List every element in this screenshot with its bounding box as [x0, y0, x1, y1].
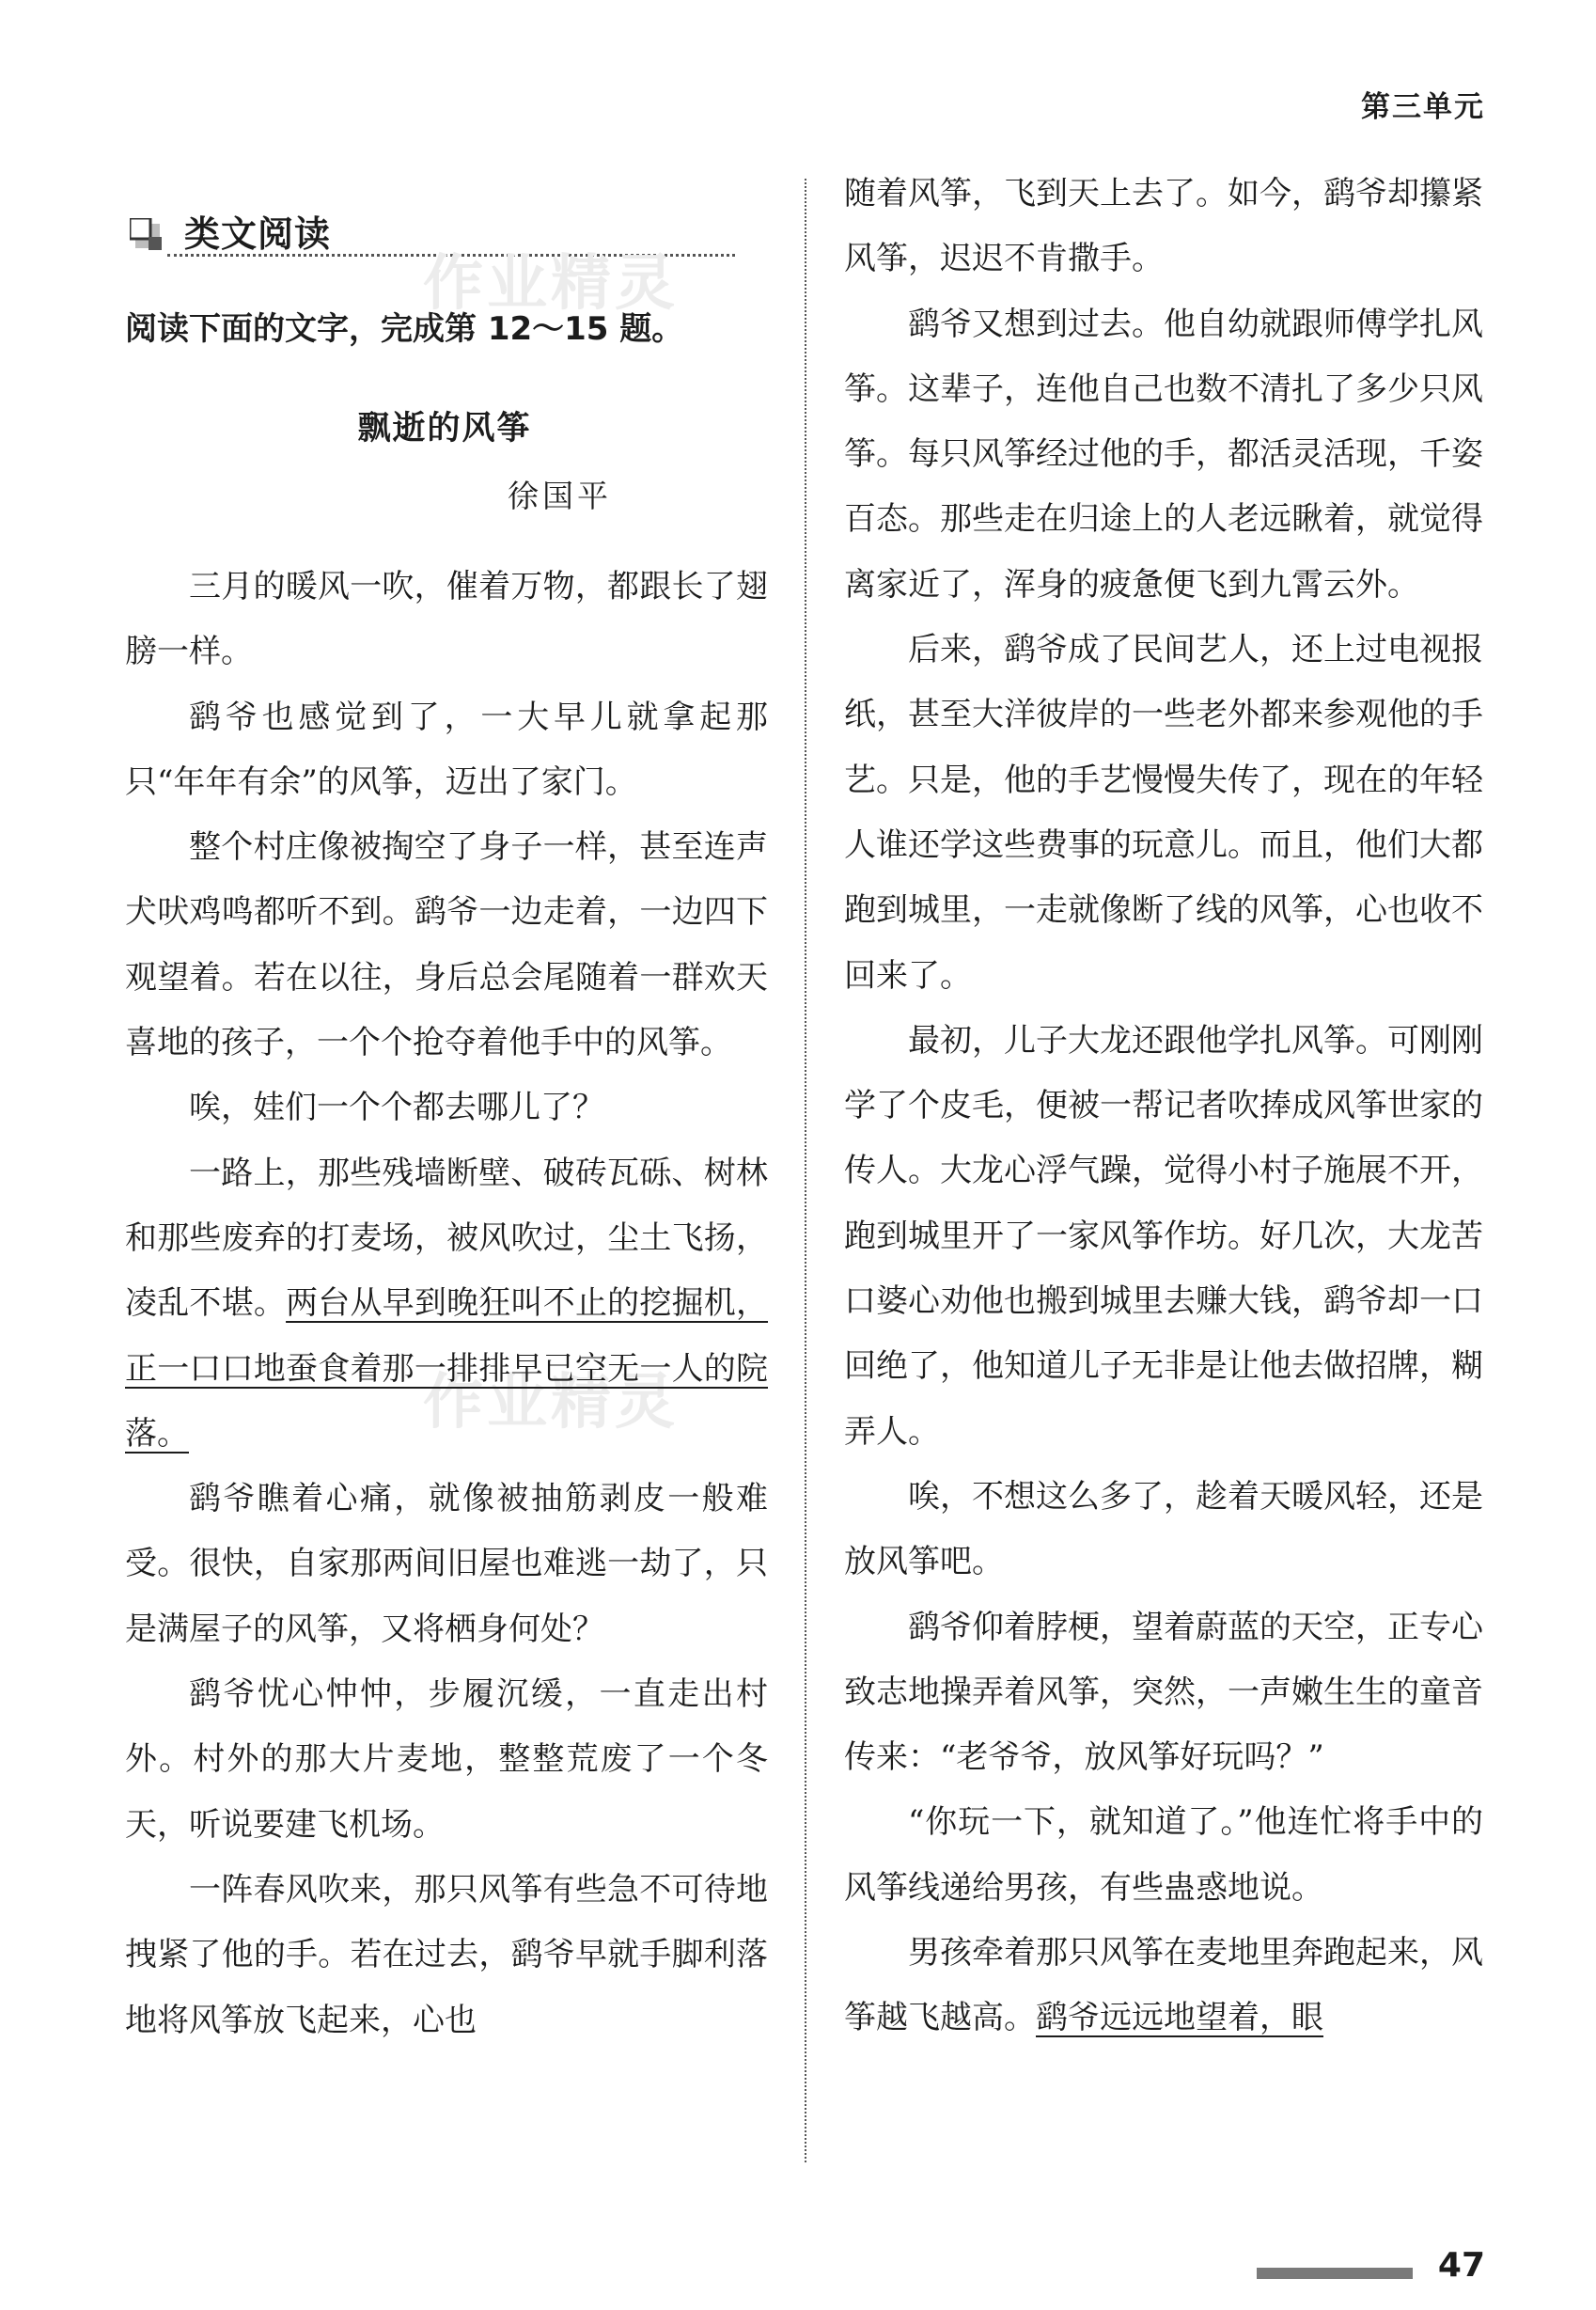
paragraph: 鹞爷忧心忡忡，步履沉缓，一直走出村外。村外的那大片麦地，整整荒废了一个冬天，听说要建飞机场。 [125, 1675, 768, 1844]
instruction: 阅读下面的文字，完成第 12～15 题。 [125, 310, 684, 348]
section-title: 类文阅读 [184, 213, 332, 255]
paragraph: 鹞爷又想到过去。他自幼就跟师傅学扎风筝。这辈子，连他自己也数不清扎了多少只风筝。每只风筝经过他的手，都活灵活现，千姿百态。那些走在归途上的人老远瞅着，就觉得离家近了，浑身的疲惫便飞到九霄云外。 [844, 305, 1483, 604]
paragraph: 后来，鹞爷成了民间艺人，还上过电视报纸，甚至大洋彼岸的一些老外都来参观他的手艺。只是，他的手艺慢慢失传了，现在的年轻人谁还学这些费事的玩意儿。而且，他们大都跑到城里，一走就像断了线的风筝，心也收不回来了。 [844, 631, 1483, 995]
left-column [125, 555, 768, 2053]
paragraph: 整个村庄像被掏空了身子一样，甚至连声犬吠鸡鸣都听不到。鹞爷一边走着，一边四下观望着。若在以往，身后总会尾随着一群欢天喜地的孩子，一个个抢夺着他手中的风筝。 [125, 828, 768, 1062]
paragraph: “你玩一下，就知道了。”他连忙将手中的风筝线递给男孩，有些蛊惑地说。 [844, 1803, 1483, 1907]
paragraph: 最初，儿子大龙还跟他学扎风筝。可刚刚学了个皮毛，便被一帮记者吹捧成风筝世家的传人。大龙心浮气躁，觉得小村子施展不开，跑到城里开了一家风筝作坊。好几次，大龙苦口婆心劝他也搬到城里去赚大钱，鹞爷却一口回绝了，他知道儿子无非是让他去做招牌，糊弄人。 [844, 1021, 1483, 1451]
page-number-bar [1257, 2268, 1413, 2279]
paragraph: 唉，娃们一个个都去哪儿了？ [189, 1089, 604, 1127]
paragraph-text: 男孩牵着那只风筝在麦地里奔跑起来，风筝越飞越高。 [844, 1934, 1483, 2037]
watermark: 作业精灵 [423, 1368, 679, 1438]
underlined-sentence: 鹞爷远远地望着，眼 [1036, 1999, 1323, 2037]
paragraph: 鹞爷仰着脖梗，望着蔚蓝的天空，正专心致志地操弄着风筝，突然，一声嫩生生的童音传来：“老爷爷，放风筝好玩吗？” [844, 1608, 1483, 1777]
paragraph-text: 一路上，那些残墙断壁、破砖瓦砾、树林和那些废弃的打麦场，被风吹过，尘土飞扬，凌乱不堪。 [125, 1154, 768, 1323]
paragraph: 鹞爷瞧着心痛，就像被抽筋剥皮一般难受。很快，自家那两间旧屋也难逃一劫了，只是满屋子的风筝，又将栖身何处？ [125, 1480, 768, 1648]
watermark: 作业精灵 [423, 249, 679, 319]
paragraph [844, 1921, 1483, 2051]
paragraph: 唉，不想这么多了，趁着天暖风轻，还是放风筝吧。 [844, 1477, 1483, 1581]
unit-label: 第三单元 [1361, 90, 1485, 124]
paragraph: 三月的暖风一吹，催着万物，都跟长了翅膀一样。 [125, 568, 768, 671]
underlined-sentence: 两台从早到晚狂叫不止的挖掘机，正一口口地蚕食着那一排排早已空无一人的院落。 [125, 1284, 769, 1453]
paragraph [125, 1141, 768, 1467]
right-column [844, 162, 1483, 2051]
paragraph: 鹞爷也感觉到了，一大早儿就拿起那只“年年有余”的风筝，迈出了家门。 [125, 698, 768, 801]
paragraph-continuation: 随着风筝，飞到天上去了。如今，鹞爷却攥紧风筝，迟迟不肯撒手。 [844, 175, 1483, 278]
column-divider [805, 179, 806, 2162]
essay-author: 徐国平 [508, 478, 612, 514]
paragraph: 一阵春风吹来，那只风筝有些急不可待地拽紧了他的手。若在过去，鹞爷早就手脚利落地将风筝放飞起来，心也 [125, 1870, 768, 2039]
page-number: 47 [1437, 2246, 1485, 2285]
essay-title: 飘逝的风筝 [357, 410, 532, 448]
book-corner-icon [130, 218, 164, 252]
